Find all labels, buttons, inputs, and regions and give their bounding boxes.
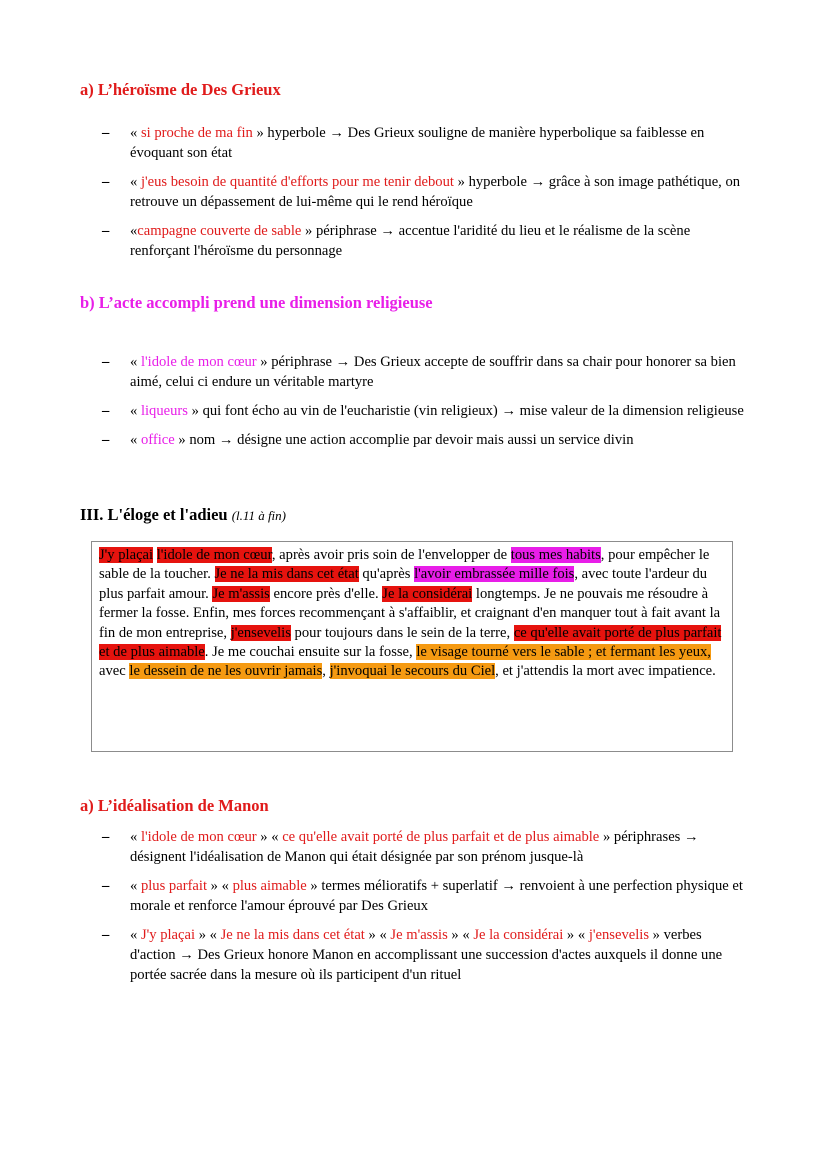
quoted-passage-box: J'y plaçai l'idole de mon cœur, après avoir pris soin de l'envelopper de tous mes habits, pour empêcher le sable de la toucher. Je ne la mis dans cet état qu'après l'avoir embrassée mille fois, avec toute l'ardeur du plus parfait amour. Je m'assis encore près d'elle. Je la considérai longtemps. Je ne pouvais me résoudre à fermer la fosse. Enfin, mes forces recommençant à s'affaiblir, et craignant d'en manquer tout à fait avant la fin de mon entreprise, j'ensevelis pour toujours dans le sein de la terre, ce qu'elle avait porté de plus parfait et de plus aimable. Je me couchai ensuite sur la fosse, le visage tourné vers le sable ; et fermant les yeux, avec le dessein de ne les ouvrir jamais, j'invoquai le secours du Ciel, et j'attendis la mort avec impatience. [91, 541, 733, 752]
quote: office [140, 432, 175, 448]
highlight-magenta: l'avoir embrassée mille fois [414, 566, 575, 583]
line-reference: (l.11 à fin) [231, 508, 286, 523]
list-item: – « l'idole de mon cœur » « ce qu'elle avait porté de plus parfait et de plus aimable » périphrases → désignent l'idéalisation de Manon qui était désignée par son prénom jusque-là [80, 827, 745, 867]
list-item: – «campagne couverte de sable » périphrase → accentue l'aridité du lieu et le réalisme de la scène renforçant l'héroïsme du personnage [80, 221, 745, 261]
quote: Je la considérai [473, 927, 564, 943]
highlight-red: j'ensevelis [230, 624, 291, 641]
list-item: – « office » nom → désigne une action accomplie par devoir mais aussi un service divin [80, 430, 745, 450]
highlight-red: Je ne la mis dans cet état [214, 566, 359, 583]
section-heading-religious: b) L’acte accompli prend une dimension religieuse [80, 293, 433, 312]
quote: j'eus besoin de quantité d'efforts pour me tenir debout [140, 174, 454, 190]
religious-list [80, 352, 745, 459]
quote: J'y plaçai [140, 927, 196, 943]
quote: campagne couverte de sable [137, 223, 302, 239]
highlight-red: Je m'assis [212, 585, 270, 602]
highlight-orange: le dessein de ne les ouvrir jamais [129, 663, 323, 680]
list-item: – « plus parfait » « plus aimable » termes mélioratifs + superlatif → renvoient à une perfection physique et morale et renforce l'amour éprouvé par Des Grieux [80, 876, 745, 916]
list-item: – « J'y plaçai » « Je ne la mis dans cet état » « Je m'assis » « Je la considérai » « j'ensevelis » verbes d'action → Des Grieux honore Manon en accomplissant une succession d'actes auxquels il donne une portée sacrée dans la mesure où ils participent d'un rituel [80, 925, 745, 985]
highlight-red: l'idole de mon cœur [156, 547, 272, 563]
highlight-red: J'y plaçai [99, 547, 154, 563]
idealisation-list [80, 827, 745, 994]
quote: Je ne la mis dans cet état [220, 927, 365, 943]
quote: plus parfait [140, 878, 208, 894]
section-heading-heroism: a) L’héroïsme de Des Grieux [80, 80, 281, 99]
highlight-red: ce qu'elle avait porté de plus parfait et de plus aimable [99, 624, 722, 661]
quote: plus aimable [232, 878, 307, 894]
highlight-orange: j'invoquai le secours du Ciel [329, 663, 496, 680]
list-item: – « si proche de ma fin » hyperbole → Des Grieux souligne de manière hyperbolique sa faiblesse en évoquant son état [80, 123, 745, 163]
list-item: – « liqueurs » qui font écho au vin de l'eucharistie (vin religieux) → mise valeur de la dimension religieuse [80, 401, 745, 421]
list-item: – « l'idole de mon cœur » périphrase → Des Grieux accepte de souffrir dans sa chair pour honorer sa bien aimé, celui ci endure un véritable martyre [80, 352, 745, 392]
highlight-red: Je la considérai [382, 585, 473, 602]
quote: l'idole de mon cœur [140, 829, 257, 845]
list-item: – « j'eus besoin de quantité d'efforts pour me tenir debout » hyperbole → grâce à son image pathétique, on retrouve un dépassement de lui-même qui le rend héroïque [80, 172, 745, 212]
quote: liqueurs [140, 403, 188, 419]
highlight-orange: le visage tourné vers le sable ; et fermant les yeux, [416, 644, 711, 661]
quote: si proche de ma fin [140, 125, 253, 141]
section-heading-eloge: III. L'éloge et l'adieu (l.11 à fin) [80, 505, 286, 524]
quote: Je m'assis [390, 927, 448, 943]
section-heading-idealisation: a) L’idéalisation de Manon [80, 796, 269, 815]
quote: l'idole de mon cœur [140, 354, 257, 370]
quote: ce qu'elle avait porté de plus parfait et de plus aimable [282, 829, 600, 845]
quote: j'ensevelis [588, 927, 650, 943]
heroism-list [80, 123, 745, 270]
highlight-magenta: tous mes habits [510, 547, 601, 563]
